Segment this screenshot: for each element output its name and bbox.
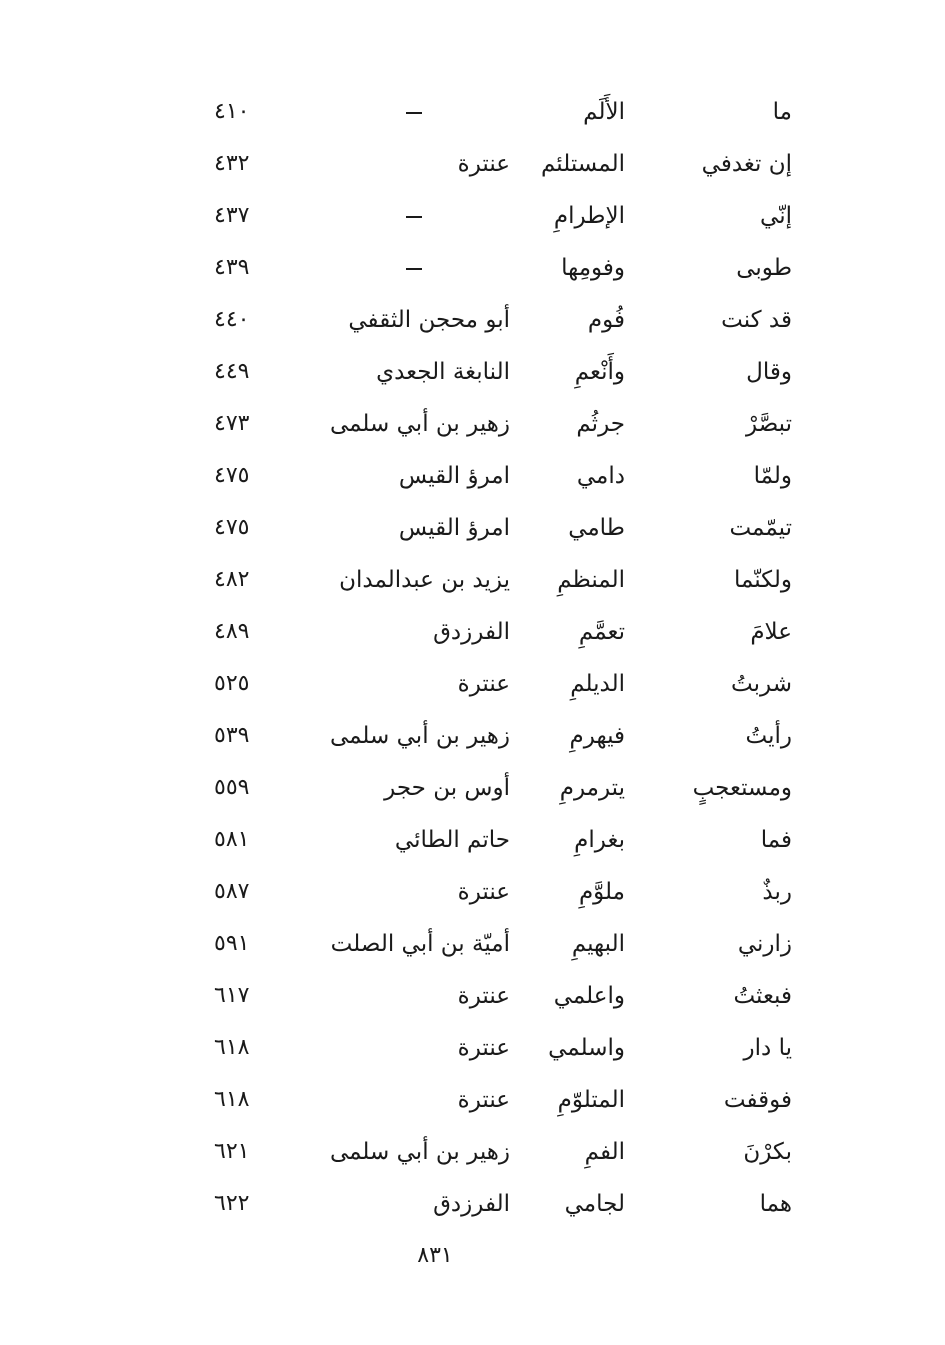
rhyme-word: فيهرمِ: [569, 723, 625, 749]
page-reference: ٤٨٩: [214, 619, 250, 644]
rhyme-word: الديلمِ: [570, 671, 625, 697]
poet-name: الفرزدق: [433, 619, 510, 645]
rhyme-word: دامي: [576, 463, 625, 489]
verse-opening-word: قد كنت: [721, 307, 792, 333]
poet-name: أوس بن حجر: [384, 775, 510, 801]
verse-opening-word: ربذٌ: [762, 879, 792, 905]
poet-name: زهير بن أبي سلمى: [329, 723, 510, 749]
table-row: [200, 1022, 800, 1074]
poet-name: عنترة: [457, 1035, 510, 1061]
dash-mark: [406, 216, 422, 218]
table-row: [200, 138, 800, 190]
table-row: [200, 502, 800, 554]
table-row: [200, 86, 800, 138]
table-row: [200, 762, 800, 814]
rhyme-word: المنظمِ: [557, 567, 625, 593]
table-row: [200, 1126, 800, 1178]
verse-opening-word: رأيتُ: [745, 723, 792, 749]
table-row: [200, 866, 800, 918]
page-reference: ٦١٧: [214, 983, 250, 1008]
poet-name: عنترة: [457, 879, 510, 905]
poet-name: امرؤ القيس: [398, 515, 510, 541]
page-reference: ٤٣٧: [214, 203, 250, 228]
page-reference: ٦١٨: [214, 1035, 250, 1060]
verse-opening-word: علامَ: [750, 619, 792, 645]
rhyme-word: فُوم: [587, 307, 625, 333]
verse-opening-word: ومستعجبٍ: [692, 775, 792, 801]
verse-opening-word: إن تغدفي: [701, 151, 792, 177]
rhyme-word: وفومِها: [561, 255, 625, 281]
table-row: [200, 398, 800, 450]
page-number: ٨٣١: [417, 1243, 453, 1268]
page-reference: ٤٧٥: [214, 515, 250, 540]
table-row: [200, 450, 800, 502]
page-reference: ٥٩١: [214, 931, 250, 956]
verse-opening-word: زارني: [737, 931, 792, 957]
rhyme-word: ملوَّمِ: [578, 879, 625, 905]
poet-name: زهير بن أبي سلمى: [329, 1139, 510, 1165]
page-reference: ٥٣٩: [214, 723, 250, 748]
rhyme-word: المتلوّمِ: [557, 1087, 625, 1113]
verse-opening-word: بكرْنَ: [743, 1139, 792, 1165]
table-row: [200, 294, 800, 346]
poet-unknown-dash: [406, 242, 510, 294]
table-row: [200, 190, 800, 242]
table-row: [200, 1178, 800, 1230]
table-row: [200, 606, 800, 658]
table-row: [200, 346, 800, 398]
page-reference: ٤٤٩: [214, 359, 250, 384]
verse-opening-word: فبعثتُ: [733, 983, 792, 1009]
rhyme-word: طامي: [568, 515, 625, 541]
verse-opening-word: طوبى: [736, 255, 792, 281]
verse-opening-word: يا دار: [743, 1035, 792, 1061]
rhyme-word: البهيمِ: [571, 931, 625, 957]
table-row: [200, 918, 800, 970]
page-reference: ٤٧٥: [214, 463, 250, 488]
verse-opening-word: تبصَّرْ: [746, 411, 792, 437]
table-row: [200, 814, 800, 866]
verse-index-table: [200, 86, 800, 1230]
page-reference: ٤٨٢: [214, 567, 250, 592]
poet-name: الفرزدق: [433, 1191, 510, 1217]
dash-mark: [406, 268, 422, 270]
page-reference: ٦١٨: [214, 1087, 250, 1112]
page-reference: ٤٤٠: [214, 307, 250, 332]
table-row: [200, 710, 800, 762]
rhyme-word: الإطرامِ: [553, 203, 625, 229]
page-reference: ٤٧٣: [214, 411, 250, 436]
table-row: [200, 1074, 800, 1126]
verse-opening-word: فما: [760, 827, 792, 853]
verse-opening-word: هما: [759, 1191, 792, 1217]
poet-unknown-dash: [406, 190, 510, 242]
page-reference: ٥٥٩: [214, 775, 250, 800]
rhyme-word: واسلمي: [548, 1035, 625, 1061]
page-reference: ٦٢١: [214, 1139, 250, 1164]
verse-opening-word: ولمّا: [753, 463, 792, 489]
table-row: [200, 658, 800, 710]
table-row: [200, 554, 800, 606]
table-row: [200, 970, 800, 1022]
page-reference: ٥٢٥: [214, 671, 250, 696]
dash-mark: [406, 112, 422, 114]
poet-name: عنترة: [457, 671, 510, 697]
poet-name: النابغة الجعدي: [376, 359, 510, 385]
verse-opening-word: إنّي: [760, 203, 792, 229]
rhyme-word: واعلمي: [553, 983, 625, 1009]
verse-opening-word: ما: [772, 99, 792, 125]
poet-name: عنترة: [457, 1087, 510, 1113]
rhyme-word: الفمِ: [584, 1139, 625, 1165]
page-reference: ٤٣٩: [214, 255, 250, 280]
page-reference: ٤٣٢: [214, 151, 250, 176]
poet-name: زهير بن أبي سلمى: [329, 411, 510, 437]
rhyme-word: المستلئم: [540, 151, 625, 177]
rhyme-word: بغرامِ: [574, 827, 625, 853]
page-reference: ٤١٠: [214, 99, 250, 124]
verse-opening-word: ولكنّما: [733, 567, 792, 593]
poet-name: أبو محجن الثقفي: [348, 307, 510, 333]
poet-unknown-dash: [406, 86, 510, 138]
page-reference: ٦٢٢: [214, 1191, 250, 1216]
poet-name: عنترة: [457, 151, 510, 177]
poet-name: امرؤ القيس: [398, 463, 510, 489]
verse-opening-word: شربتُ: [731, 671, 792, 697]
rhyme-word: الأَلَم: [583, 99, 625, 125]
poet-name: يزيد بن عبدالمدان: [339, 567, 510, 593]
poet-name: أميّة بن أبي الصلت: [330, 931, 510, 957]
poet-name: حاتم الطائي: [394, 827, 510, 853]
poet-name: عنترة: [457, 983, 510, 1009]
rhyme-word: تعمَّمِ: [578, 619, 625, 645]
table-row: [200, 242, 800, 294]
verse-opening-word: وقال: [746, 359, 792, 385]
verse-opening-word: فوقفت: [723, 1087, 792, 1113]
page-reference: ٥٨١: [214, 827, 250, 852]
verse-opening-word: تيمّمت: [729, 515, 792, 541]
page-reference: ٥٨٧: [214, 879, 250, 904]
rhyme-word: لجامي: [564, 1191, 625, 1217]
rhyme-word: يترمرمِ: [559, 775, 625, 801]
rhyme-word: وأَنْعمِ: [574, 359, 625, 385]
rhyme-word: جرثُم: [576, 411, 625, 437]
